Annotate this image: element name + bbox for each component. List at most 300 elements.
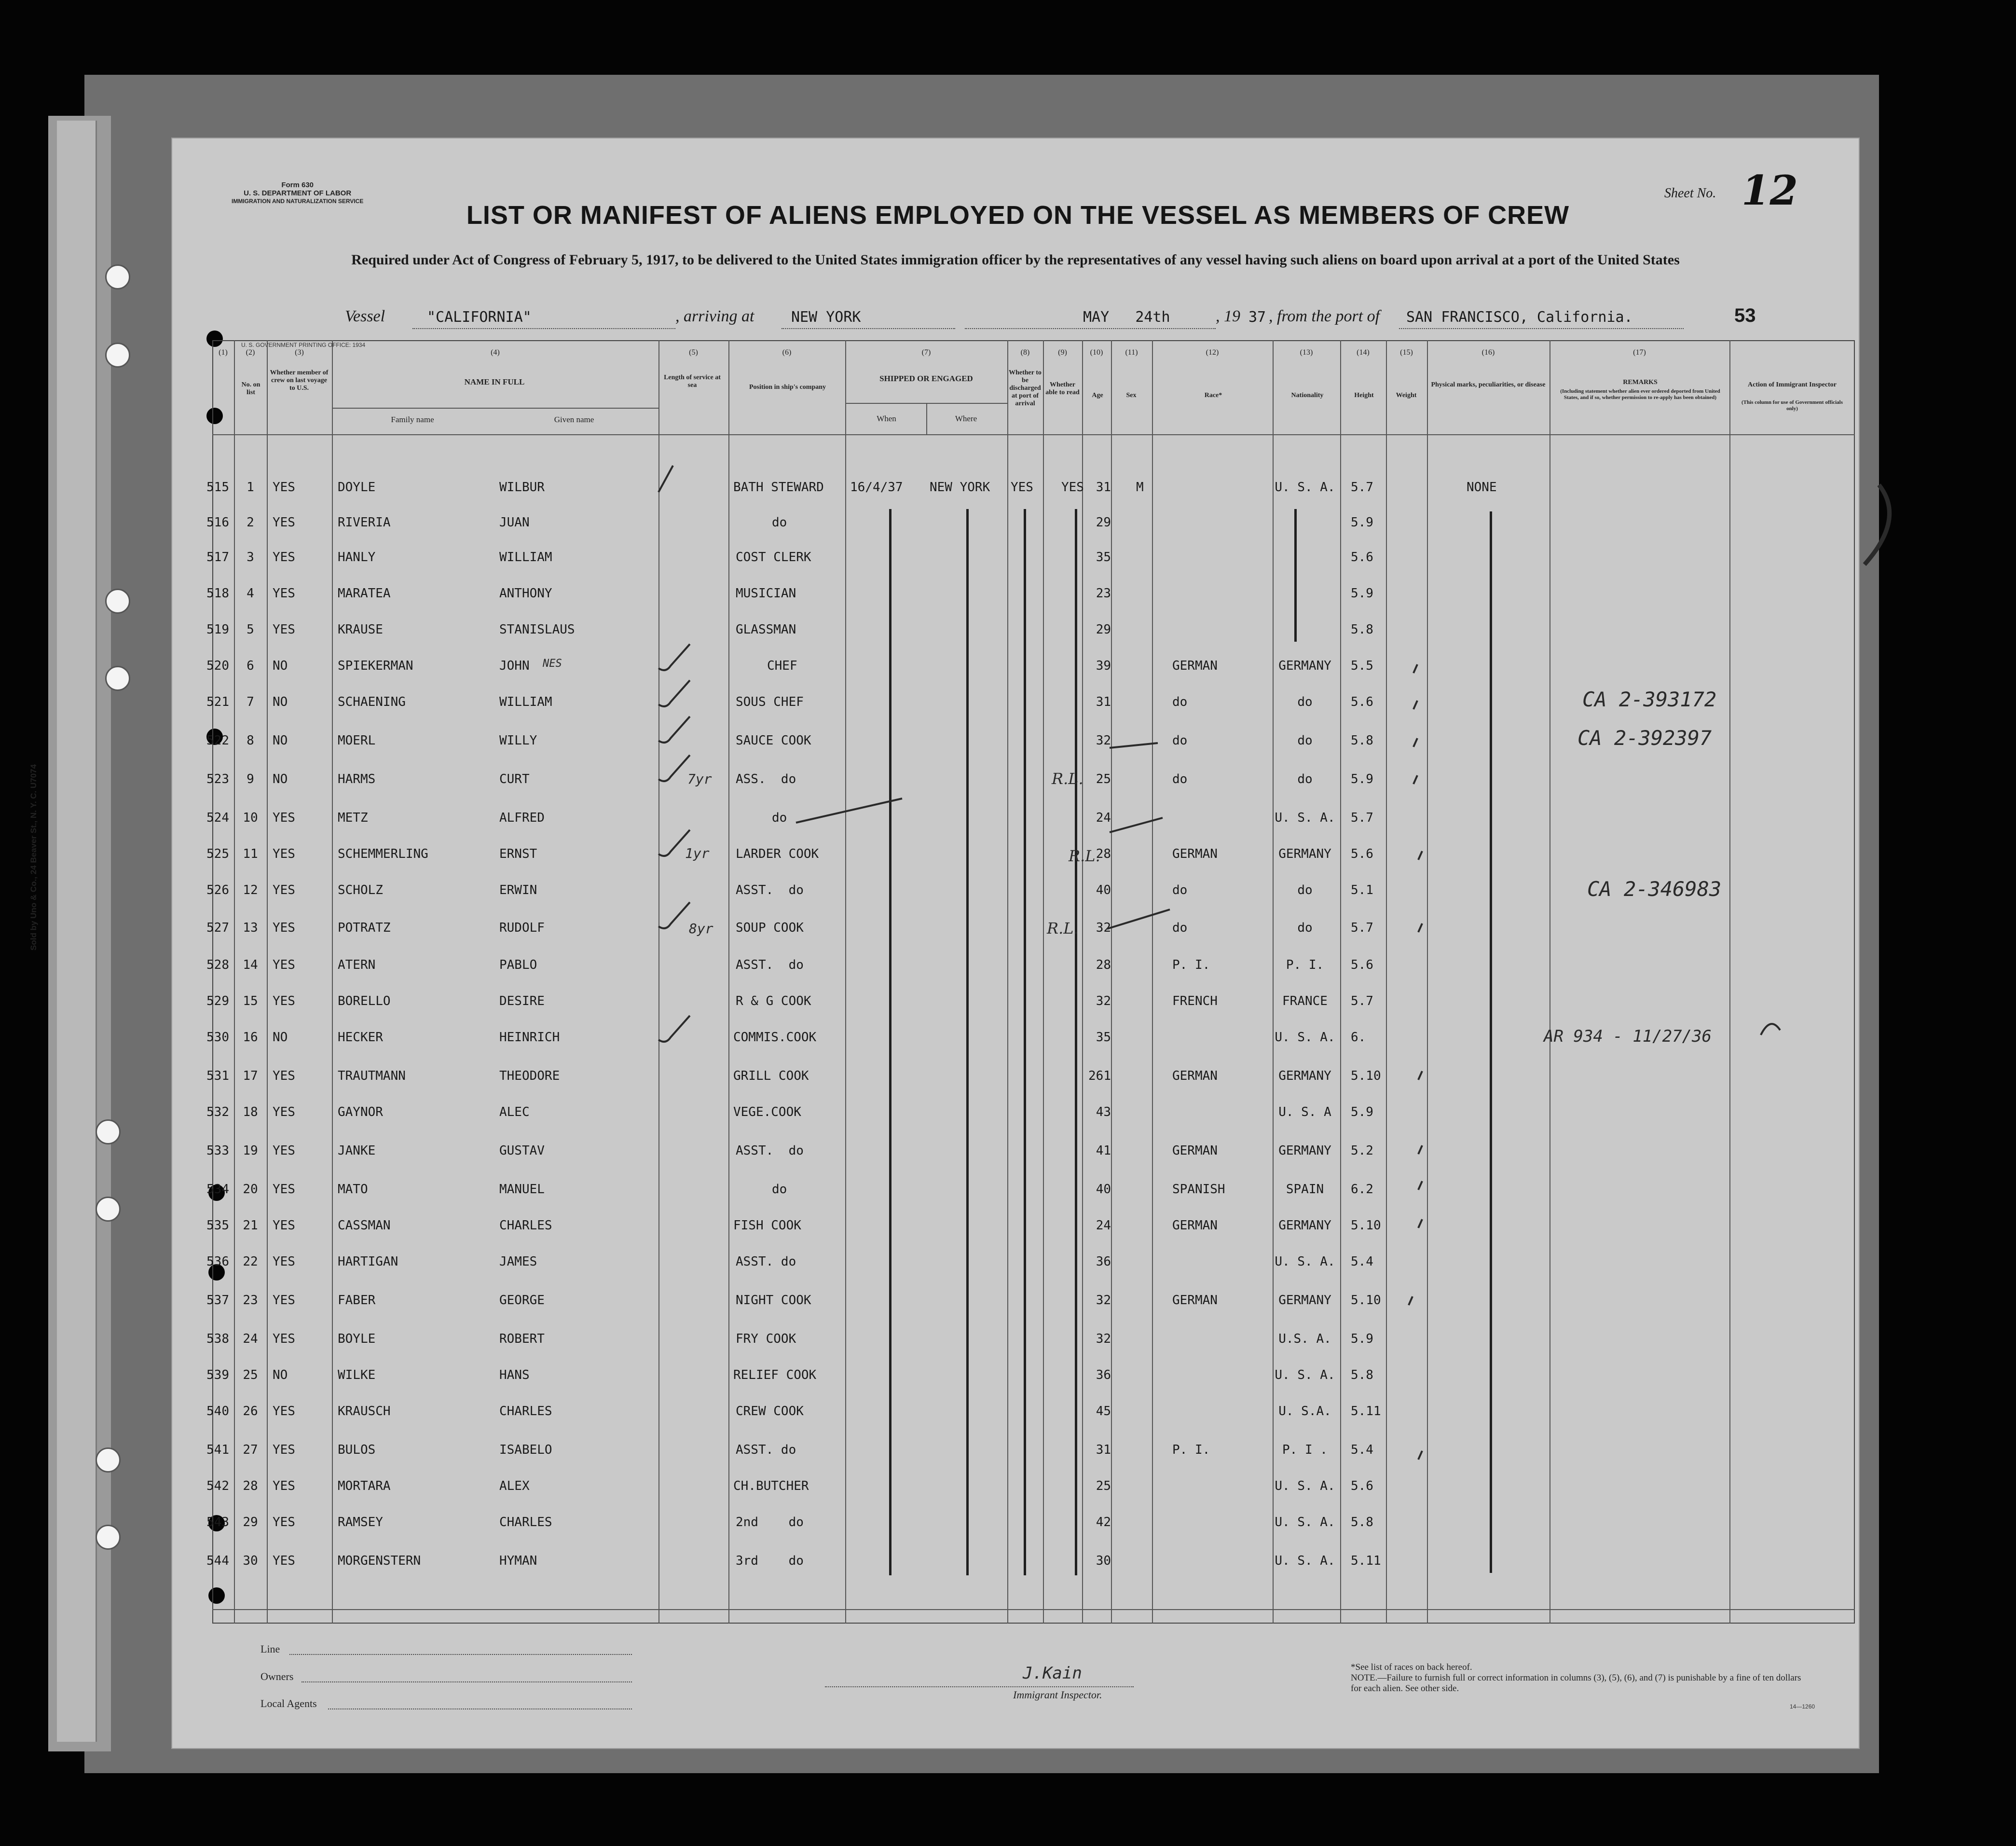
column-number: (6): [782, 348, 792, 357]
cell-height: 5.6: [1351, 1479, 1373, 1493]
underline: [825, 1686, 1134, 1687]
cell-given: ALFRED: [499, 811, 545, 825]
cell-given: MANUEL: [499, 1182, 545, 1197]
cell-no: 25: [243, 1368, 258, 1382]
cell-age: 32: [1096, 1332, 1111, 1346]
cell-prev: NO: [273, 733, 288, 748]
cell-height: 5.10: [1351, 1069, 1381, 1083]
cell-family: CASSMAN: [338, 1218, 391, 1233]
footer-notes: [1351, 1662, 1809, 1694]
cell-no: 24: [243, 1332, 258, 1346]
cell-nat: do: [1297, 772, 1313, 786]
cell-nat: do: [1297, 921, 1313, 935]
cell-prev: YES: [273, 811, 295, 825]
header-family-name: Family name: [391, 415, 434, 424]
cell-age: 31: [1096, 480, 1111, 495]
header-no-on-list: No. on list: [241, 381, 261, 396]
cell-given: DESIRE: [499, 994, 545, 1008]
cell-position: ASST. do: [736, 1143, 804, 1158]
cell-line: 517: [206, 550, 229, 565]
handwritten-remark: CA 2-392397: [1577, 726, 1712, 750]
cell-no: 18: [243, 1105, 258, 1119]
cell-family: SPIEKERMAN: [338, 659, 413, 673]
header-length-of-service: Length of service at sea: [664, 374, 721, 389]
cell-nat: GERMANY: [1278, 847, 1331, 861]
cell-race: GERMAN: [1172, 659, 1218, 673]
handwritten-name-insert: NES: [543, 658, 562, 670]
cell-read: YES: [1061, 480, 1084, 495]
cell-no: 11: [243, 847, 258, 861]
cell-line: 518: [206, 586, 229, 601]
cell-age: 29: [1096, 515, 1111, 530]
cell-position: BATH STEWARD: [733, 480, 824, 495]
weight-ticks: [1409, 664, 1422, 1460]
cell-given: WILLIAM: [499, 550, 552, 565]
cell-line: 530: [206, 1030, 229, 1045]
tick-mark: [1418, 851, 1422, 860]
cell-age: 24: [1096, 811, 1111, 825]
cell-line: 524: [206, 811, 229, 825]
slash-mark: [1107, 909, 1170, 929]
cell-line: 522: [206, 733, 229, 748]
cell-race: do: [1172, 772, 1188, 786]
cell-age: 31: [1096, 1443, 1111, 1457]
cell-no: 17: [243, 1069, 258, 1083]
cell-family: HECKER: [338, 1030, 383, 1045]
service-name: IMMIGRATION AND NATURALIZATION SERVICE: [232, 198, 364, 205]
cell-family: MATO: [338, 1182, 368, 1197]
initials-mark: R.L.: [1047, 919, 1079, 937]
cell-position: VEGE.COOK: [733, 1105, 801, 1119]
header-remarks: REMARKS: [1623, 379, 1658, 386]
cell-no: 9: [247, 772, 254, 786]
cell-given: ALEC: [499, 1105, 530, 1119]
column-number: (14): [1357, 348, 1370, 357]
cell-position: do: [772, 515, 787, 530]
cell-line: 520: [206, 659, 229, 673]
cell-given: WILBUR: [499, 480, 545, 495]
cell-height: 5.9: [1351, 586, 1373, 601]
tick-mark: [1418, 1145, 1422, 1154]
header-physical-marks: Physical marks, peculiarities, or disease: [1431, 381, 1546, 388]
cell-age: 25: [1096, 1479, 1111, 1493]
cell-height: 5.8: [1351, 1368, 1373, 1382]
cell-position: 2nd do: [736, 1515, 804, 1529]
bracket-mark: [1865, 485, 1890, 565]
cell-given: CURT: [499, 772, 530, 786]
fine-note: NOTE.—Failure to furnish full or correct information in columns (3), (5), (6), and (7) is punishable by a fine of ten dollars for each alien. See other side.: [1351, 1673, 1801, 1694]
cell-line: 542: [206, 1479, 229, 1493]
sheet-number-label: Sheet No.: [1664, 186, 1716, 201]
cell-race: GERMAN: [1172, 1218, 1218, 1233]
cell-height: 5.10: [1351, 1218, 1381, 1233]
cell-nat: U. S. A.: [1275, 1030, 1335, 1045]
cell-nat: do: [1297, 883, 1313, 897]
cell-height: 5.10: [1351, 1293, 1381, 1308]
cell-age: 24: [1096, 1218, 1111, 1233]
cell-prev: YES: [273, 586, 295, 601]
cell-height: 5.9: [1351, 772, 1373, 786]
cell-family: MORTARA: [338, 1479, 391, 1493]
arrival-date: MAY 24th: [1083, 309, 1170, 326]
cell-race: do: [1172, 883, 1188, 897]
cell-race: do: [1172, 695, 1188, 709]
cell-given: RUDOLF: [499, 921, 545, 935]
cell-age: 40: [1096, 883, 1111, 897]
handwritten-service-length: 1yr: [685, 845, 710, 861]
cell-line: 525: [206, 847, 229, 861]
cell-line: 541: [206, 1443, 229, 1457]
footer-agents-label: Local Agents: [261, 1697, 317, 1709]
cell-nat: do: [1297, 733, 1313, 748]
cell-age: 261: [1088, 1069, 1111, 1083]
cell-line: 538: [206, 1332, 229, 1346]
cell-prev: NO: [273, 772, 288, 786]
cell-family: HARTIGAN: [338, 1254, 398, 1269]
header-weight: Weight: [1396, 392, 1417, 399]
cell-age: 36: [1096, 1254, 1111, 1269]
check-mark: [658, 902, 690, 928]
cell-race: GERMAN: [1172, 1293, 1218, 1308]
cell-given: THEODORE: [499, 1069, 560, 1083]
cell-given: CHARLES: [499, 1515, 552, 1529]
cell-race: do: [1172, 733, 1188, 748]
cell-given: WILLY: [499, 733, 537, 748]
initial-marks: [1046, 770, 1100, 937]
cell-nat: GERMANY: [1278, 1143, 1331, 1158]
tick-mark: [1418, 1071, 1422, 1080]
cell-no: 2: [247, 515, 254, 530]
underline: [302, 1681, 632, 1682]
cell-line: 539: [206, 1368, 229, 1382]
cell-when: 16/4/37: [850, 480, 903, 495]
slash-mark: [796, 799, 902, 823]
cell-no: 3: [247, 550, 254, 565]
cell-age: 32: [1096, 921, 1111, 935]
header-race: Race*: [1204, 392, 1222, 399]
cell-nat: U. S.A.: [1278, 1404, 1331, 1419]
cell-prev: YES: [273, 480, 295, 495]
cell-position: COMMIS.COOK: [733, 1030, 817, 1045]
cell-no: 23: [243, 1293, 258, 1308]
cell-family: KRAUSCH: [338, 1404, 391, 1419]
cell-race: do: [1172, 921, 1188, 935]
cell-line: 534: [206, 1182, 229, 1197]
cell-position: ASST. do: [736, 1254, 796, 1269]
cell-age: 32: [1096, 733, 1111, 748]
tick-mark: [1413, 775, 1417, 784]
cell-no: 8: [247, 733, 254, 748]
cell-nat: U. S. A.: [1275, 1479, 1335, 1493]
cell-position: R & G COOK: [736, 994, 811, 1008]
cell-line: 519: [206, 622, 229, 637]
cell-position: SOUP COOK: [736, 921, 804, 935]
cell-age: 41: [1096, 1143, 1111, 1158]
cell-race: GERMAN: [1172, 847, 1218, 861]
cell-given: ALEX: [499, 1479, 530, 1493]
cell-no: 16: [243, 1030, 258, 1045]
cell-prev: YES: [273, 1293, 295, 1308]
cell-position: ASST. do: [736, 1443, 796, 1457]
cell-nat: SPAIN: [1286, 1182, 1324, 1197]
cell-prev: NO: [273, 695, 288, 709]
cell-family: MARATEA: [338, 586, 391, 601]
handwritten-service-length: 8yr: [689, 921, 713, 937]
header-position: Position in ship's company: [749, 384, 826, 391]
cell-prev: YES: [273, 958, 295, 972]
cell-no: 1: [247, 480, 254, 495]
check-mark: [658, 1016, 690, 1042]
cell-family: BULOS: [338, 1443, 376, 1457]
cell-age: 30: [1096, 1554, 1111, 1568]
cell-nat: GERMANY: [1278, 1069, 1331, 1083]
from-port: SAN FRANCISCO, California.: [1406, 309, 1633, 326]
cell-height: 5.4: [1351, 1254, 1373, 1269]
cell-family: MOERL: [338, 733, 376, 748]
cell-line: 531: [206, 1069, 229, 1083]
cell-age: 31: [1096, 695, 1111, 709]
cell-prev: NO: [273, 659, 288, 673]
cell-family: POTRATZ: [338, 921, 391, 935]
cell-given: JUAN: [499, 515, 530, 530]
cell-prev: YES: [273, 1515, 295, 1529]
header-nationality: Nationality: [1291, 392, 1324, 399]
cell-prev: NO: [273, 1368, 288, 1382]
vessel-name: "CALIFORNIA": [427, 309, 532, 326]
cell-age: 23: [1096, 586, 1111, 601]
cell-nat: GERMANY: [1278, 1218, 1331, 1233]
page-subtitle: Required under Act of Congress of February 5, 1917, to be delivered to the United States immigration officer by the representatives of any vessel having such aliens on board upon arrival at a port of the United States: [351, 252, 1680, 268]
cell-nat: U. S. A.: [1275, 811, 1335, 825]
cell-given: ERNST: [499, 847, 537, 861]
cell-nat: U. S. A.: [1275, 1368, 1335, 1382]
cell-line: 521: [206, 695, 229, 709]
cell-height: 5.9: [1351, 1105, 1373, 1119]
cell-given: HYMAN: [499, 1554, 537, 1568]
cell-height: 5.7: [1351, 994, 1373, 1008]
check-mark: [658, 716, 690, 743]
cell-height: 5.6: [1351, 695, 1373, 709]
cell-nat: U. S. A.: [1275, 1254, 1335, 1269]
cell-prev: YES: [273, 1404, 295, 1419]
cell-no: 13: [243, 921, 258, 935]
cell-position: FRY COOK: [736, 1332, 796, 1346]
cell-age: 35: [1096, 550, 1111, 565]
cell-nat: U. S. A: [1278, 1105, 1331, 1119]
cell-family: SCHEMMERLING: [338, 847, 428, 861]
cell-no: 4: [247, 586, 254, 601]
cell-position: MUSICIAN: [736, 586, 796, 601]
tick-mark: [1418, 1451, 1422, 1460]
cell-no: 15: [243, 994, 258, 1008]
header-shipped-engaged: SHIPPED OR ENGAGED: [879, 374, 973, 383]
side-print: Sold by Uno & Co., 24 Beaver St., N. Y. C. U7074: [29, 764, 38, 951]
footer-owners-label: Owners: [261, 1670, 294, 1682]
cell-family: BORELLO: [338, 994, 391, 1008]
header-able-to-read: Whether able to read: [1045, 381, 1080, 396]
cell-given: HEINRICH: [499, 1030, 560, 1045]
cell-where: NEW YORK: [930, 480, 990, 495]
header-sex: Sex: [1126, 392, 1137, 399]
cell-given: ROBERT: [499, 1332, 545, 1346]
column-number: (9): [1058, 348, 1067, 357]
cell-height: 5.11: [1351, 1554, 1381, 1568]
cell-height: 5.11: [1351, 1404, 1381, 1419]
cell-prev: YES: [273, 515, 295, 530]
cell-given: ISABELO: [499, 1443, 552, 1457]
cell-line: 543: [206, 1515, 229, 1529]
underline: [289, 1654, 632, 1655]
footer-inspector-label: Immigrant Inspector.: [1013, 1689, 1102, 1701]
cell-line: 544: [206, 1554, 229, 1568]
cell-position: SOUS CHEF: [736, 695, 804, 709]
column-number: (7): [921, 348, 931, 357]
cell-given: WILLIAM: [499, 695, 552, 709]
column-number: (5): [689, 348, 698, 357]
header-when: When: [877, 414, 896, 423]
tick-mark: [1413, 701, 1417, 709]
cell-nat: P. I .: [1282, 1443, 1328, 1457]
cell-family: HANLY: [338, 550, 376, 565]
cell-family: WILKE: [338, 1368, 376, 1382]
cell-nat: FRANCE: [1282, 994, 1328, 1008]
inspector-signature: J.Kain: [1023, 1664, 1082, 1683]
cell-age: 35: [1096, 1030, 1111, 1045]
cell-line: 537: [206, 1293, 229, 1308]
cell-nat: GERMANY: [1278, 659, 1331, 673]
cell-line: 515: [206, 480, 229, 495]
cell-line: 523: [206, 772, 229, 786]
handwritten-remark: AR 934 - 11/27/36: [1544, 1027, 1712, 1046]
header-age: Age: [1092, 392, 1103, 399]
header-where: Where: [955, 414, 977, 423]
cell-age: 42: [1096, 1515, 1111, 1529]
cell-family: BOYLE: [338, 1332, 376, 1346]
column-number: (3): [295, 348, 304, 357]
cell-position: CH.BUTCHER: [733, 1479, 809, 1493]
cell-age: 45: [1096, 1404, 1111, 1419]
cell-height: 5.7: [1351, 811, 1373, 825]
cell-age: 36: [1096, 1368, 1111, 1382]
cell-age: 25: [1096, 772, 1111, 786]
cell-prev: YES: [273, 1105, 295, 1119]
cell-no: 5: [247, 622, 254, 637]
handwritten-remark: CA 2-393172: [1582, 688, 1717, 711]
cell-prev: YES: [273, 1182, 295, 1197]
column-number: (12): [1206, 348, 1219, 357]
column-number: (8): [1020, 348, 1030, 357]
cell-no: 21: [243, 1218, 258, 1233]
header-height: Height: [1354, 392, 1374, 399]
cell-no: 6: [247, 659, 254, 673]
cell-nat: U. S. A.: [1275, 480, 1335, 495]
cell-nat: U. S. A.: [1275, 1554, 1335, 1568]
page-title: LIST OR MANIFEST OF ALIENS EMPLOYED ON THE VESSEL AS MEMBERS OF CREW: [466, 201, 1570, 230]
column-number: (11): [1125, 348, 1138, 357]
cell-prev: YES: [273, 1218, 295, 1233]
cell-height: 5.4: [1351, 1443, 1373, 1457]
handwritten-service-length: 7yr: [687, 771, 712, 787]
cell-prev: YES: [273, 847, 295, 861]
printing-office: U. S. GOVERNMENT PRINTING OFFICE: 1934: [241, 342, 366, 348]
header-remarks-sub: (Including statement whether alien ever ordered deported from United States, and if so, whether permission to re-apply has been obtained): [1560, 388, 1720, 400]
handwritten-remark: CA 2-346983: [1587, 877, 1722, 901]
cell-prev: YES: [273, 1069, 295, 1083]
cell-position: LARDER COOK: [736, 847, 819, 861]
check-marks: [658, 466, 1890, 1042]
tick-mark: [1418, 923, 1422, 932]
cell-family: HARMS: [338, 772, 376, 786]
cell-age: 32: [1096, 994, 1111, 1008]
cell-family: DOYLE: [338, 480, 376, 495]
vessel-label: Vessel: [345, 307, 385, 325]
cell-position: ASS. do: [736, 772, 796, 786]
column-number: (2): [246, 348, 255, 357]
cell-no: 26: [243, 1404, 258, 1419]
cell-position: FISH COOK: [733, 1218, 801, 1233]
cell-given: JOHN: [499, 659, 530, 673]
tick-mark: [1413, 738, 1417, 747]
cell-family: SCHOLZ: [338, 883, 383, 897]
cell-nat: U. S. A.: [1275, 1515, 1335, 1529]
header-given-name: Given name: [554, 415, 594, 424]
cell-position: do: [772, 1182, 787, 1197]
cell-nat: U.S. A.: [1278, 1332, 1331, 1346]
cell-nat: do: [1297, 695, 1313, 709]
cell-no: 14: [243, 958, 258, 972]
cell-line: 540: [206, 1404, 229, 1419]
cell-line: 528: [206, 958, 229, 972]
initials-mark: R.L.: [1069, 847, 1100, 865]
check-mark: [658, 830, 690, 856]
header-action: Action of Immigrant Inspector: [1748, 381, 1837, 388]
cell-position: COST CLERK: [736, 550, 811, 565]
cell-age: 28: [1096, 958, 1111, 972]
cell-family: KRAUSE: [338, 622, 383, 637]
cell-family: RIVERIA: [338, 515, 391, 530]
cell-family: TRAUTMANN: [338, 1069, 406, 1083]
cell-no: 12: [243, 883, 258, 897]
cell-prev: YES: [273, 550, 295, 565]
tick-mark: [1413, 664, 1417, 673]
column-number: (15): [1400, 348, 1413, 357]
cell-family: ATERN: [338, 958, 376, 972]
cell-race: SPANISH: [1172, 1182, 1225, 1197]
scribble-mark: [1761, 1024, 1780, 1035]
cell-position: GRILL COOK: [733, 1069, 809, 1083]
cell-position: CHEF: [767, 659, 797, 673]
tick-mark: [1409, 1296, 1413, 1305]
form-number: Form 630: [281, 181, 314, 189]
cell-position: do: [772, 811, 787, 825]
cell-given: CHARLES: [499, 1218, 552, 1233]
cell-no: 29: [243, 1515, 258, 1529]
cell-prev: YES: [273, 1332, 295, 1346]
column-number: (4): [491, 348, 500, 357]
cell-line: 533: [206, 1143, 229, 1158]
cell-disch: YES: [1011, 480, 1033, 495]
cell-family: METZ: [338, 811, 368, 825]
cell-marks: NONE: [1467, 480, 1497, 495]
cell-prev: YES: [273, 1554, 295, 1568]
footer-line-label: Line: [261, 1643, 280, 1655]
cell-height: 6.2: [1351, 1182, 1373, 1197]
cell-height: 5.8: [1351, 1515, 1373, 1529]
tick-mark: [1418, 1219, 1422, 1228]
cell-nat: P. I.: [1286, 958, 1324, 972]
cell-given: STANISLAUS: [499, 622, 575, 637]
cell-height: 5.1: [1351, 883, 1373, 897]
